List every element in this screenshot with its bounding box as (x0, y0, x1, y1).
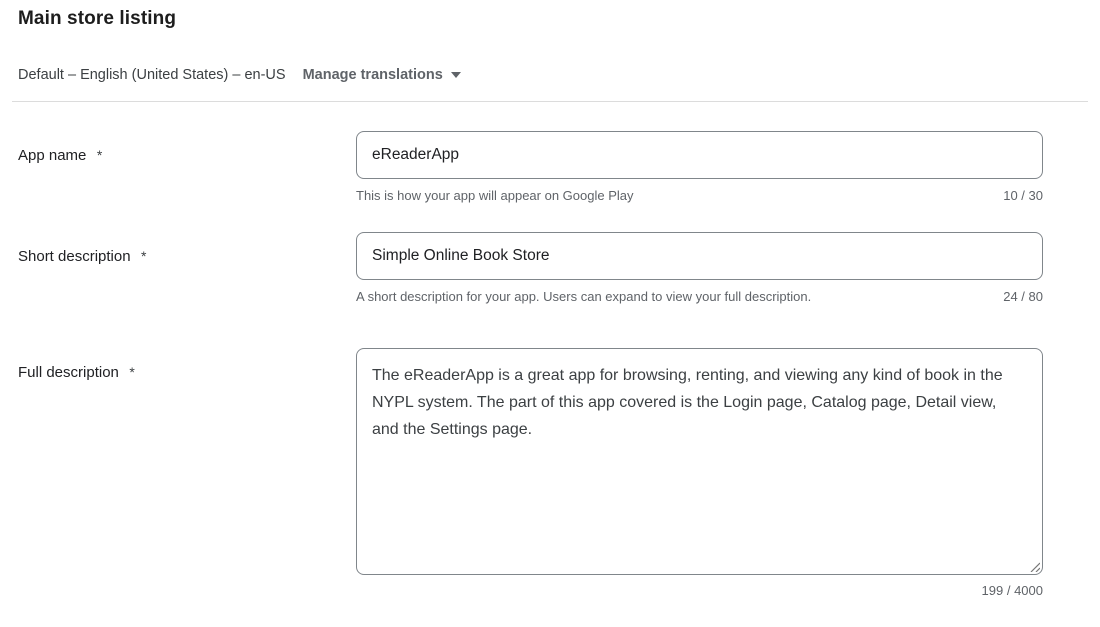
page-title: Main store listing (18, 8, 177, 29)
manage-translations-button[interactable] (303, 67, 461, 83)
manage-translations-label: Manage translations (302, 67, 443, 83)
main-store-listing-page (0, 8, 1100, 627)
short-description-char-counter: 24 / 80 (1003, 289, 1043, 304)
full-description-textarea-wrap (356, 348, 1043, 575)
short-description-input[interactable] (356, 232, 1043, 280)
short-description-required-asterisk: * (141, 248, 147, 264)
short-description-label-col (18, 232, 356, 304)
full-description-field-col (356, 348, 1043, 598)
short-description-label: Short description (18, 248, 131, 265)
short-description-field-col (356, 232, 1043, 304)
app-name-label: App name (18, 147, 87, 164)
app-name-meta-row (356, 188, 1043, 203)
app-name-helper-text: This is how your app will appear on Google Play (356, 188, 634, 203)
app-name-char-counter: 10 / 30 (1003, 188, 1043, 203)
app-name-field-col (356, 131, 1043, 203)
short-description-row (0, 232, 1100, 304)
full-description-label: Full description (18, 364, 119, 381)
short-description-meta-row (356, 289, 1043, 304)
full-description-textarea[interactable] (356, 348, 1043, 575)
full-description-row (0, 348, 1100, 598)
app-name-required-asterisk: * (96, 147, 103, 163)
short-description-helper-text: A short description for your app. Users can expand to view your full description. (356, 289, 812, 304)
full-description-char-counter: 199 / 4000 (981, 583, 1043, 598)
section-divider (12, 101, 1088, 102)
full-description-meta-row (356, 583, 1043, 598)
app-name-row (0, 131, 1100, 203)
current-language-label: Default – English (United States) – en-US (18, 67, 286, 83)
language-bar (18, 66, 1100, 84)
resize-handle-icon[interactable] (1029, 561, 1040, 572)
full-description-required-asterisk: * (129, 364, 135, 380)
app-name-label-col (18, 131, 356, 203)
full-description-label-col (18, 348, 356, 598)
chevron-down-icon (451, 72, 461, 78)
app-name-input[interactable] (356, 131, 1043, 179)
